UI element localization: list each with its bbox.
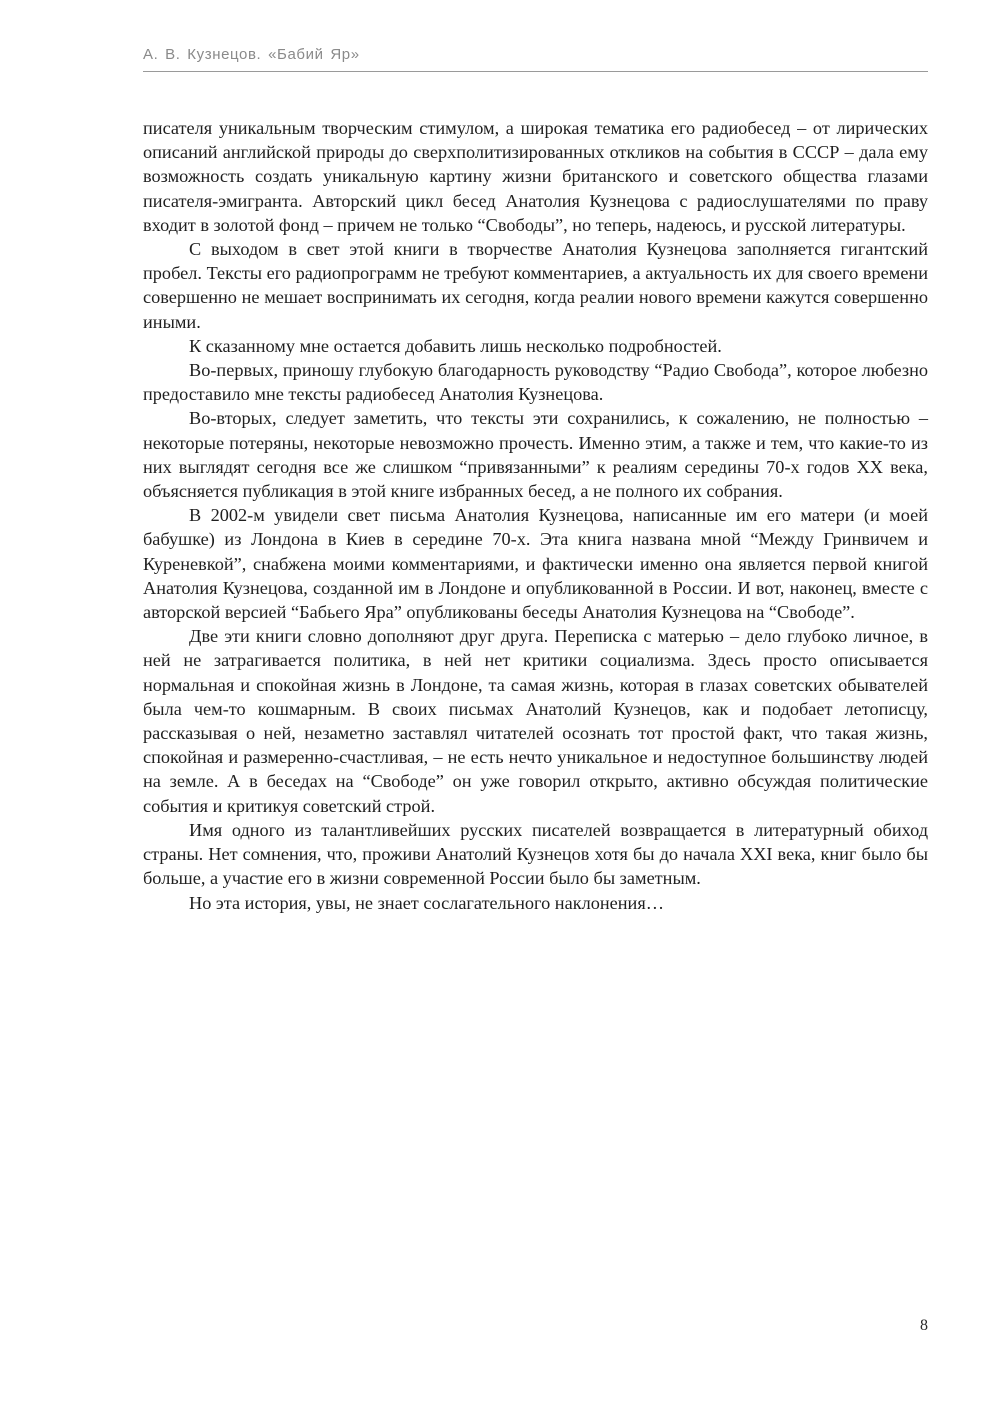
header-rule xyxy=(143,71,928,72)
paragraph: С выходом в свет этой книги в творчестве Анатолия Кузнецова заполняется гигантский пробел. Тексты его радиопрограмм не требуют комментариев, а актуальность их для своего времени совершенно не мешает воспринимать их сегодня, когда реалии нового времени кажутся совершенно иными. xyxy=(143,239,928,332)
paragraph: писателя уникальным творческим стимулом, а широкая тематика его радиобесед – от лирических описаний английской природы до сверхполитизированных откликов на события в СССР – дала ему возможность создать уникальную картину жизни британского и советского общества глазами писателя-эмигранта. Авторский цикл бесед Анатолия Кузнецова с радиослушателями по праву входит в золотой фонд – причем не только “Свободы”, но теперь, надеюсь, и русской литературы. xyxy=(143,118,928,235)
running-head: А. В. Кузнецов. «Бабий Яр» xyxy=(143,46,360,63)
paragraph: Но эта история, увы, не знает сослагательного наклонения… xyxy=(189,892,665,913)
paragraph: Во-вторых, следует заметить, что тексты эти сохранились, к сожалению, не полностью – некоторые потеряны, некоторые невозможно прочесть. Именно этим, а также и тем, что какие-то из них выглядят сегодня все же слишком “привязанными” к реалиям середины 70-х годов XX века, объясняется публикация в этой книге избранных бесед, а не полного их собрания. xyxy=(143,408,928,502)
body-text xyxy=(143,116,928,915)
paragraph: К сказанному мне остается добавить лишь несколько подробностей. xyxy=(189,335,722,356)
paragraph: Имя одного из талантливейших русских писателей возвращается в литературный обиход страны. Нет сомнения, что, проживи Анатолий Кузнецов хотя бы до начала XXI века, книг было бы больше, а участие его в жизни современной России было бы заметным. xyxy=(143,819,928,889)
paragraph: В 2002-м увидели свет письма Анатолия Кузнецова, написанные им его матери (и моей бабушке) из Лондона в Киев в середине 70-х. Эта книга названа мной “Между Гринвичем и Куреневкой”, снабжена моими комментариями, и фактически именно она является первой книгой Анатолия Кузнецова, созданной им в Лондоне и опубликованной в России. И вот, наконец, вместе с авторской версией “Бабьего Яра” опубликованы беседы Анатолия Кузнецова на “Свободе”. xyxy=(143,505,928,623)
paragraph: Во-первых, приношу глубокую благодарность руководству “Радио Свобода”, которое любезно предоставило мне тексты радиобесед Анатолия Кузнецова. xyxy=(143,360,928,405)
paragraph: Две эти книги словно дополняют друг друга. Переписка с матерью – дело глубоко личное, в ней не затрагивается политика, в ней нет критики социализма. Здесь просто описывается нормальная и спокойная жизнь в Лондоне, та самая жизнь, которая в глазах советских обывателей была чем-то кошмарным. В своих письмах Анатолий Кузнецов, как и подобает летописцу, рассказывая о ней, незаметно заставлял читателей осознать тот простой факт, что такая жизнь, спокойная и размеренно-счастливая, – не есть нечто уникальное и недоступное большинству людей на земле. А в беседах на “Свободе” он уже говорил открыто, активно обсуждая политические события и критикуя советский строй. xyxy=(143,626,928,816)
page-number: 8 xyxy=(920,1317,928,1334)
